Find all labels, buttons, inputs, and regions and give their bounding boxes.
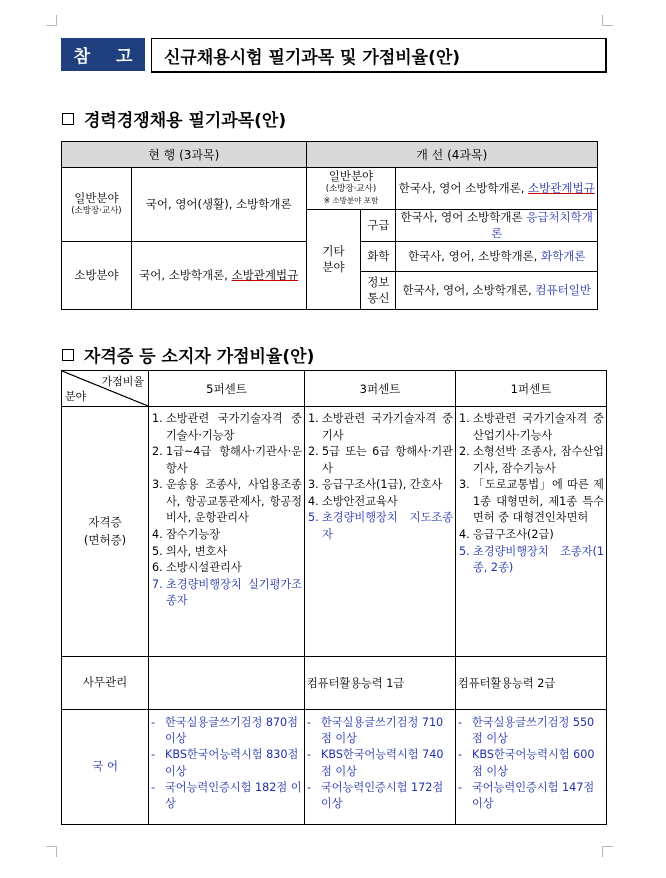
list-item-text: 한국실용글쓰기검정 710점 이상	[321, 716, 444, 746]
list-item-text: 의사, 변호사	[166, 544, 228, 558]
list-item-number: 3.	[459, 478, 470, 492]
column-header-1pct: 1퍼센트	[456, 371, 607, 407]
korean-3pct	[305, 710, 456, 825]
checkbox-square-icon	[62, 113, 74, 125]
list-item	[308, 494, 453, 511]
list-item	[458, 747, 604, 779]
crop-mark	[46, 846, 57, 857]
license-5pct	[149, 407, 305, 657]
list-item-number: -	[307, 748, 312, 762]
list-item	[151, 780, 302, 812]
row-label-license: 자격증 (면허증)	[62, 407, 149, 657]
list-item-number: 5.	[308, 511, 319, 525]
it-subjects: 한국사, 영어, 소방학개론, 컴퓨터일반	[396, 272, 598, 310]
list-item-number: -	[458, 716, 463, 729]
list-item	[459, 544, 604, 577]
list-item-number: 4.	[152, 528, 163, 542]
list-item-number: 4.	[459, 528, 470, 542]
list-item-text: 국어능력인증시험 172점 이상	[321, 780, 444, 811]
list-item-text: 소방관련 국가기술자격 중 산업기사·기능사	[473, 412, 604, 442]
list-item-text: KBS한국어능력시험 830점 이상	[165, 748, 299, 778]
list-item-text: 한국실용글쓰기검정 550점 이상	[472, 716, 595, 746]
list-item	[307, 715, 453, 747]
row-label-fire: 소방분야	[62, 242, 132, 310]
document-title: 신규채용시험 필기과목 및 가점비율(안)	[151, 38, 607, 73]
row-label-korean: 국 어	[62, 710, 149, 825]
list-item-text: 응급구조사(2급)	[473, 528, 554, 542]
reference-label: 참 고	[61, 38, 145, 71]
list-item-number: 3.	[152, 478, 163, 492]
list-item-number: -	[458, 748, 463, 762]
list-item	[152, 560, 302, 577]
list-item-text: 운송용 조종사, 사업용조종사, 항공교통관제사, 항공정비사, 운항관리사	[166, 478, 302, 525]
row-label-emt: 구급	[361, 210, 396, 242]
row-label-other: 기타 분야	[306, 210, 361, 310]
list-item-text: 소방관련 국가기술자격 중 기사	[322, 412, 453, 442]
list-item	[459, 411, 604, 444]
list-item	[458, 780, 604, 812]
korean-1pct	[456, 710, 607, 825]
office-5pct	[149, 657, 305, 710]
list-item-number: -	[307, 716, 312, 729]
emt-subjects: 한국사, 영어 소방학개론 응급처치학개론	[396, 210, 598, 242]
list-item-text: 잠수기능장	[166, 528, 221, 542]
list-item-text: 초경량비행장치 실기평가조종자	[166, 577, 302, 608]
list-item	[459, 527, 604, 544]
list-item-text: 소방관련 국가기술자격 중 기술사·기능장	[166, 412, 302, 442]
list-item-number: -	[458, 780, 463, 794]
list-item	[308, 411, 453, 444]
crop-mark	[46, 15, 57, 26]
list-item	[151, 747, 302, 779]
subjects-table	[61, 141, 598, 310]
list-item-text: KBS한국어능력시험 600점 이상	[472, 748, 595, 778]
list-item-text: 「도로교통법」에 따른 제1종 대형면허, 제1종 특수면허 중 대형견인차면허	[473, 478, 604, 525]
list-item	[308, 510, 453, 543]
checkbox-square-icon	[62, 349, 74, 361]
list-item-number: 2.	[459, 445, 470, 459]
list-item	[307, 747, 453, 779]
list-item-number: -	[307, 780, 312, 794]
list-item-text: 소방시설관리사	[166, 561, 242, 575]
list-item-number: 1.	[152, 412, 163, 425]
list-item	[152, 527, 302, 544]
chem-subjects: 한국사, 영어, 소방학개론, 화학개론	[396, 242, 598, 272]
list-item-number: 1.	[459, 412, 470, 425]
general-new-subjects: 한국사, 영어 소방학개론, 소방관계법규	[396, 168, 598, 210]
list-item-text: 초경량비행장치 지도조종자	[322, 511, 453, 542]
list-item-number: -	[151, 780, 156, 794]
section-heading-bonus: 자격증 등 소지자 가점비율(안)	[62, 342, 314, 367]
license-1pct	[456, 407, 607, 657]
crop-mark	[602, 846, 613, 857]
list-item-number: 2.	[152, 445, 163, 459]
list-item-number: 5.	[459, 544, 470, 558]
list-item-text: KBS한국어능력시험 740점 이상	[321, 748, 444, 778]
list-item-number: 1.	[308, 412, 319, 425]
list-item	[152, 477, 302, 527]
office-3pct: 컴퓨터활용능력 1급	[305, 657, 456, 710]
list-item-number: 2.	[308, 445, 319, 459]
row-label-general: 일반분야 (소방장·교사)	[62, 168, 132, 242]
list-item-number: 4.	[308, 494, 319, 508]
list-item	[151, 715, 302, 747]
crop-mark	[602, 15, 613, 26]
list-item	[308, 477, 453, 494]
bonus-table	[61, 370, 607, 825]
list-item-text: 초경량비행장치 조종자(1종, 2종)	[473, 544, 604, 575]
list-item	[459, 444, 604, 477]
list-item-number: 7.	[152, 577, 163, 591]
list-item-number: 6.	[152, 561, 163, 575]
list-item-number: 3.	[308, 478, 319, 492]
list-item-text: 국어능력인증시험 147점 이상	[472, 780, 595, 811]
list-item-text: 소형선박 조종사, 잠수산업기사, 잠수기능사	[473, 445, 604, 475]
list-item-text: 응급구조사(1급), 간호사	[322, 478, 443, 492]
list-item-text: 1급~4급 항해사·기관사·운항사	[166, 445, 302, 475]
list-item-number: 5.	[152, 544, 163, 558]
column-header-current: 현 행 (3과목)	[62, 142, 307, 168]
column-header-5pct: 5퍼센트	[149, 371, 305, 407]
list-item	[308, 444, 453, 477]
korean-5pct	[149, 710, 305, 825]
list-item	[152, 544, 302, 561]
row-label-office: 사무관리	[62, 657, 149, 710]
list-item	[152, 444, 302, 477]
list-item-number: -	[151, 716, 156, 729]
general-current-subjects: 국어, 영어(생활), 소방학개론	[131, 168, 306, 242]
row-label-it: 정보 통신	[361, 272, 396, 310]
list-item-text: 5급 또는 6급 항해사·기관사	[322, 445, 453, 475]
corner-header: 가점비율 분야	[62, 371, 149, 407]
office-1pct: 컴퓨터활용능력 2급	[456, 657, 607, 710]
list-item-text: 소방안전교육사	[322, 494, 398, 508]
general-new-label: 일반분야 (소방장·교사) ※ 소방분야 포함	[306, 168, 396, 210]
list-item	[152, 411, 302, 444]
column-header-3pct: 3퍼센트	[305, 371, 456, 407]
list-item	[459, 477, 604, 527]
list-item-text: 한국실용글쓰기검정 870점 이상	[165, 716, 298, 746]
list-item	[458, 715, 604, 747]
fire-current-subjects: 국어, 소방학개론, 소방관계법규	[131, 242, 306, 310]
license-3pct	[305, 407, 456, 657]
section-heading-subjects: 경력경쟁채용 필기과목(안)	[62, 106, 286, 131]
list-item-text: 국어능력인증시험 182점 이상	[165, 780, 302, 811]
row-label-chem: 화학	[361, 242, 396, 272]
list-item	[152, 577, 302, 610]
list-item-number: -	[151, 748, 156, 762]
column-header-improved: 개 선 (4과목)	[306, 142, 597, 168]
list-item	[307, 780, 453, 812]
